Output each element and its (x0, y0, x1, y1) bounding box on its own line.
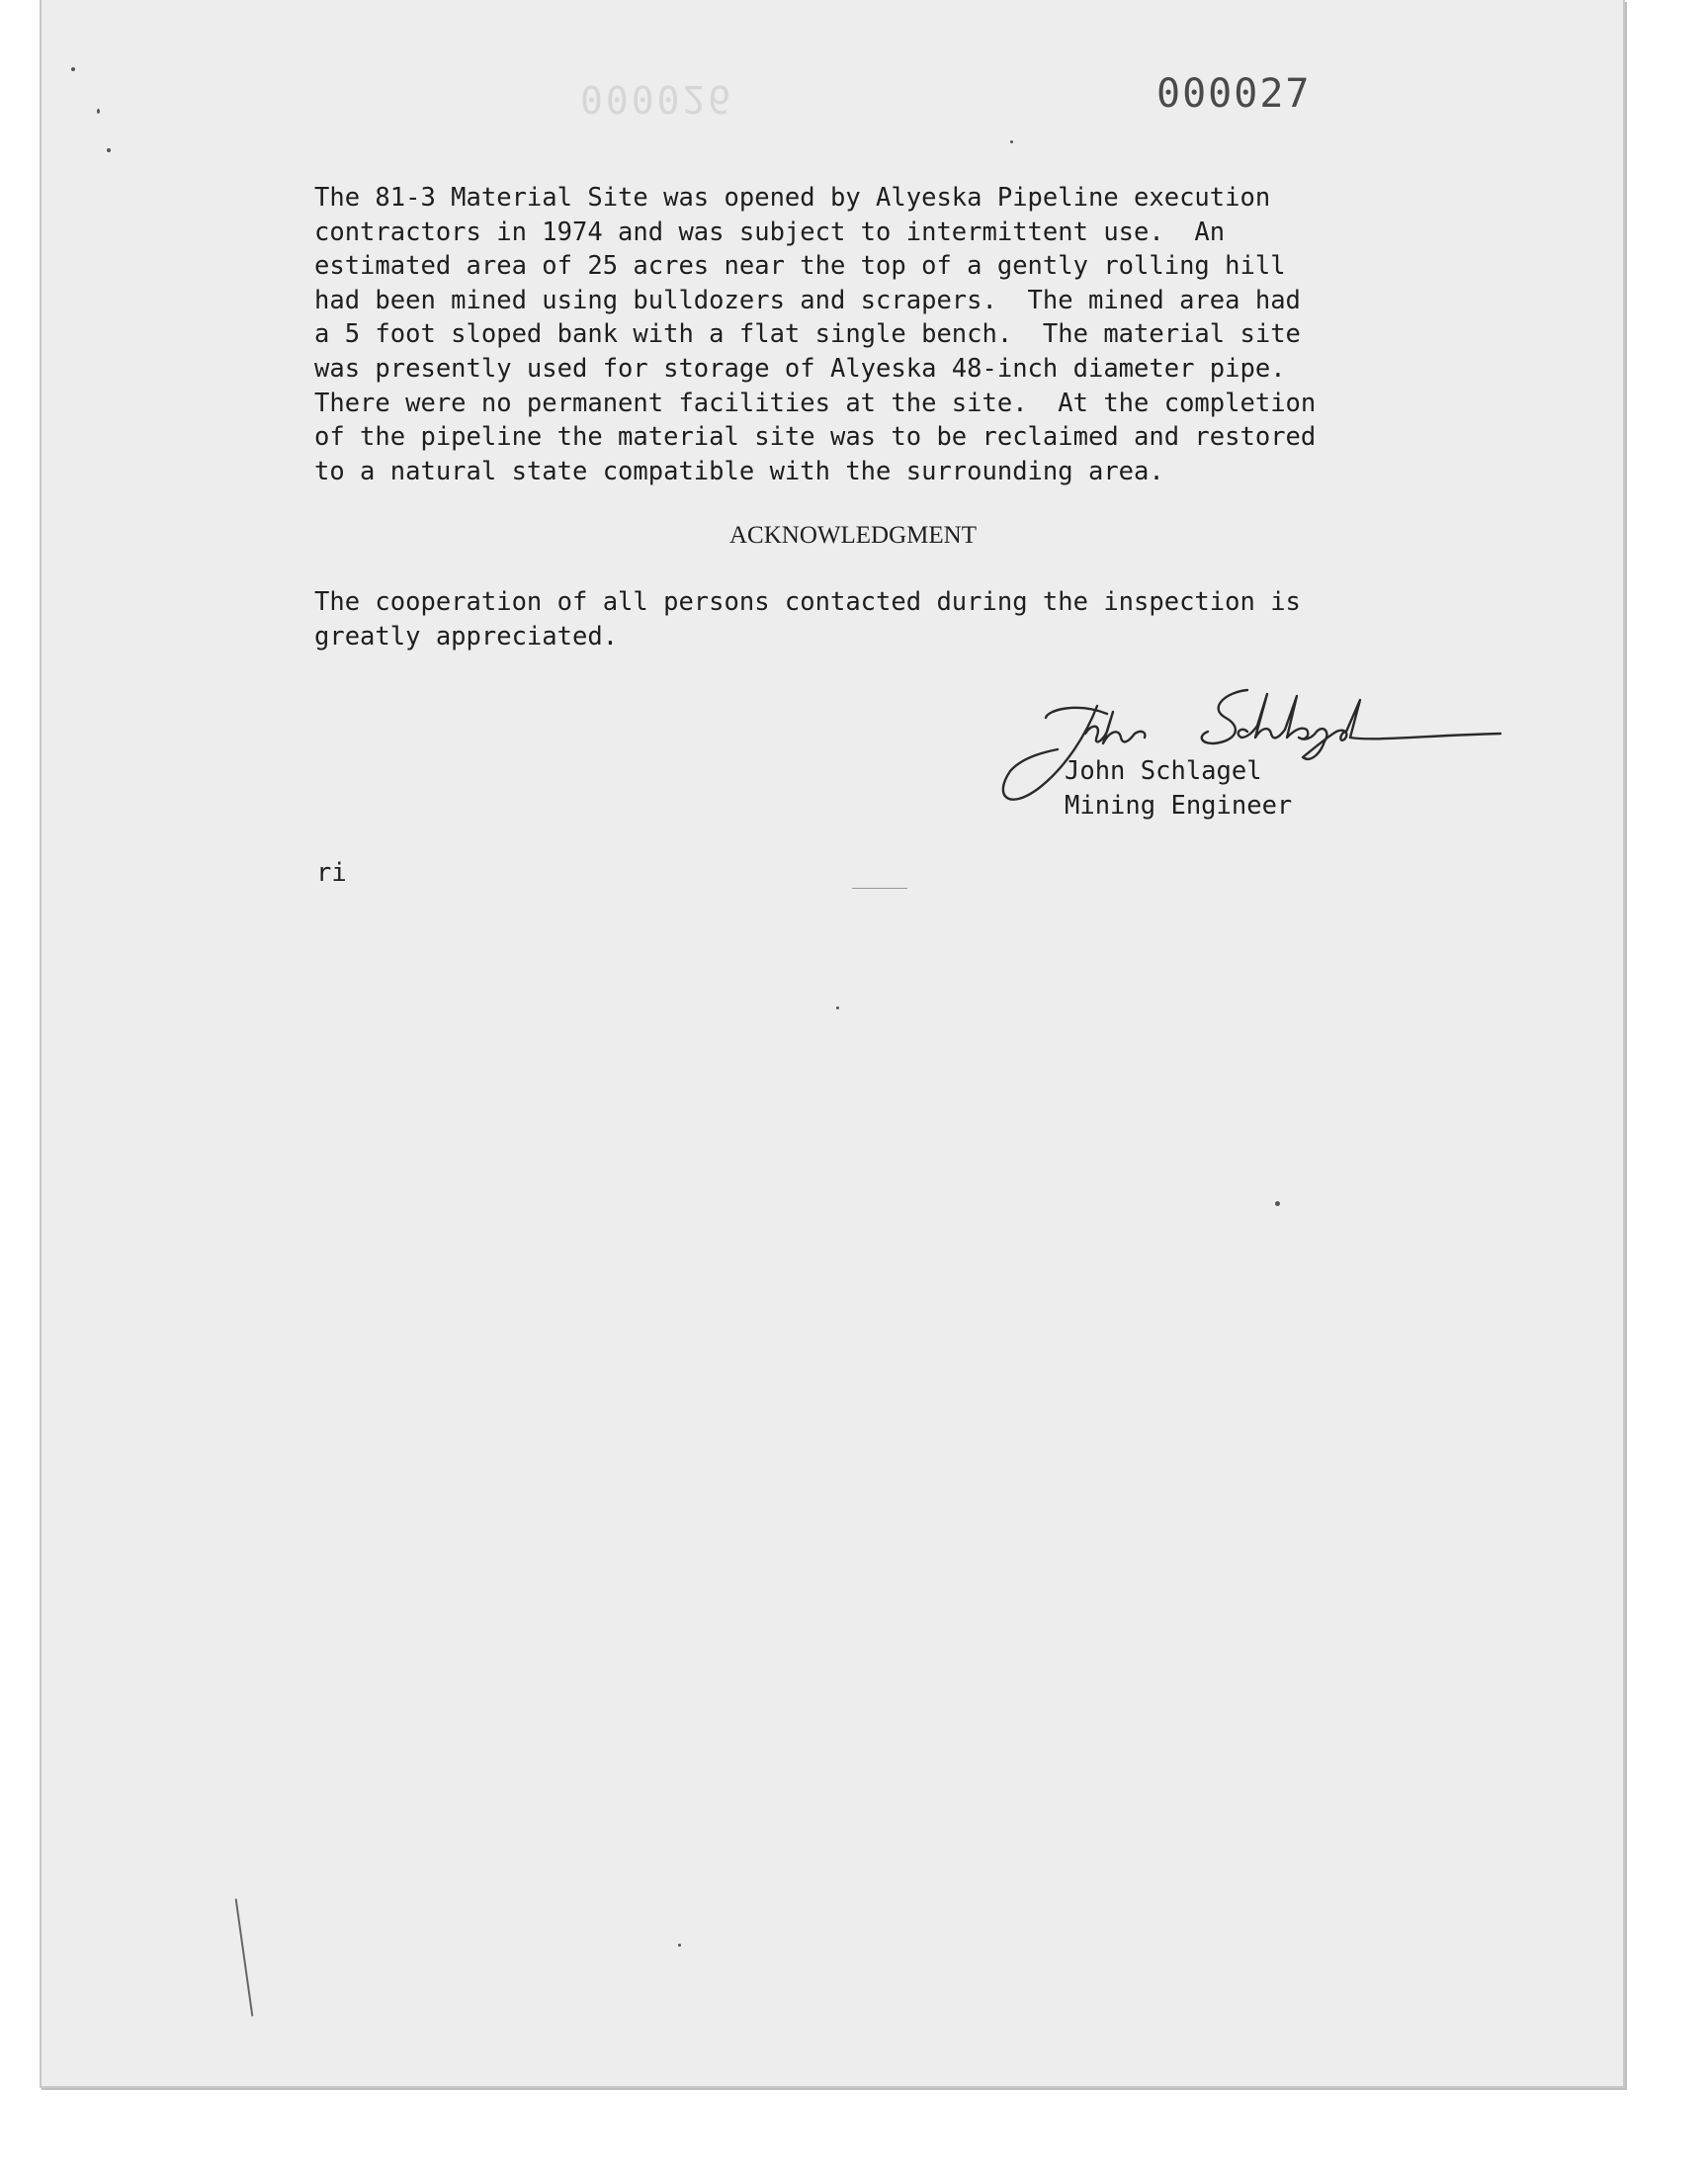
ack-line: greatly appreciated. (314, 621, 619, 652)
body-line: was presently used for storage of Alyeska 48-inch diameter pipe. (314, 353, 1286, 384)
body-line: The 81-3 Material Site was opened by Alyeska Pipeline execution (314, 183, 1271, 213)
body-line: had been mined using bulldozers and scrapers. The mined area had (314, 285, 1301, 315)
typist-initials: ri (316, 858, 347, 888)
bleed-through-mark: 000026 (580, 77, 734, 121)
dust-speck (107, 148, 111, 152)
acknowledgment-paragraph (314, 585, 1441, 653)
signer-title: Mining Engineer (1065, 791, 1293, 821)
ack-line: The cooperation of all persons contacted during the inspection is (314, 587, 1301, 617)
signature-block (1065, 754, 1292, 824)
dust-speck (71, 67, 75, 71)
body-line: a 5 foot sloped bank with a flat single bench. The material site (314, 319, 1301, 350)
body-line: to a natural state compatible with the surrounding area. (314, 456, 1164, 486)
dust-speck (1010, 140, 1013, 143)
signer-name: John Schlagel (1065, 756, 1262, 786)
body-line: of the pipeline the material site was to be reclaimed and restored (314, 422, 1317, 453)
dust-speck (678, 1944, 681, 1947)
dust-speck (1275, 1201, 1280, 1206)
body-line: contractors in 1974 and was subject to intermittent use. An (314, 217, 1226, 247)
body-paragraph (314, 181, 1441, 488)
body-line: There were no permanent facilities at the site. At the completion (314, 388, 1317, 418)
body-line: estimated area of 25 acres near the top of a gently rolling hill (314, 251, 1286, 282)
dust-speck (836, 1006, 839, 1009)
page-number: 000027 (1156, 71, 1312, 117)
scan-scratch (852, 888, 907, 889)
section-heading: ACKNOWLEDGMENT (729, 522, 977, 549)
dust-speck (97, 109, 100, 114)
